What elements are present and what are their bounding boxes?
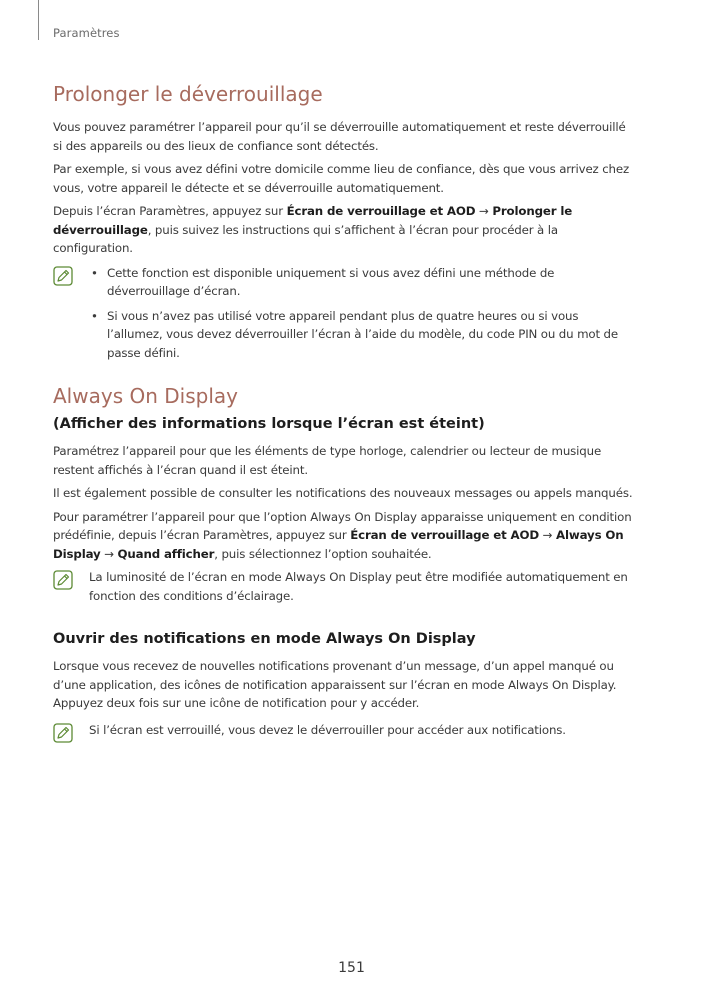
section-subtitle-aod: (Afficher des informations lorsque l’écran est éteint): [53, 416, 485, 432]
paragraph: [53, 508, 635, 564]
paragraph: Paramétrez l’appareil pour que les éléments de type horloge, calendrier ou lecteur de musique restent affichés à l’écran quand il est éteint.: [53, 444, 602, 477]
arrow-separator: →: [100, 546, 118, 561]
section-title-prolonger: Prolonger le déverrouillage: [53, 82, 323, 106]
menu-path-prolonger: Prolonger le déverrouillage: [53, 204, 573, 237]
note-block: [53, 264, 635, 363]
menu-path-lockscreen: Écran de verrouillage et AOD: [286, 204, 476, 218]
running-header: Paramètres: [53, 26, 120, 40]
note-list-item: • Cette fonction est disponible uniquement si vous avez défini une méthode de déverrouillage d’écran.: [89, 264, 635, 301]
paragraph: Par exemple, si vous avez défini votre domicile comme lieu de confiance, dès que vous arrivez chez vous, votre appareil le détecte et se déverrouille automatiquement.: [53, 162, 630, 195]
menu-path-lockscreen: Écran de verrouillage et AOD: [350, 528, 540, 542]
text-run: , puis sélectionnez l’option souhaitée.: [214, 546, 432, 561]
menu-path-aod: Always On Display: [53, 528, 624, 561]
paragraph: [53, 202, 635, 258]
menu-path-quand-afficher: Quand afficher: [117, 546, 215, 561]
margin-rule: [38, 0, 39, 40]
note-text: La luminosité de l’écran en mode Always On Display peut être modifiée automatiquement en fonction des conditions d’éclairage.: [89, 570, 628, 603]
arrow-separator: →: [539, 528, 556, 542]
section-title-aod: Always On Display: [53, 384, 238, 408]
note-block: [53, 721, 635, 740]
note-block: [53, 568, 635, 605]
text-run: , puis suivez les instructions qui s’affichent à l’écran pour procéder à la configuration.: [53, 222, 558, 255]
page-number: 151: [338, 960, 365, 976]
note-pencil-icon: [53, 266, 73, 286]
note-list-item: • Si vous n’avez pas utilisé votre appareil pendant plus de quatre heures ou si vous l’allumez, vous devez déverrouiller l’écran à l’aide du modèle, du code PIN ou du mot de passe défini.: [89, 307, 635, 363]
page-content: [53, 80, 635, 739]
arrow-separator: →: [475, 204, 493, 218]
paragraph: Lorsque vous recevez de nouvelles notifications provenant d’un message, d’un appel manqué ou d’une application, des icônes de notification apparaissent sur l’écran en mode Always On Display. Appuyez deux fois sur une icône de notification pour y accéder.: [53, 659, 617, 710]
note-pencil-icon: [53, 570, 73, 590]
paragraph: Vous pouvez paramétrer l’appareil pour qu’il se déverrouille automatiquement et reste déverrouillé si des appareils ou des lieux de confiance sont détectés.: [53, 120, 626, 153]
section-title-notifications: Ouvrir des notifications en mode Always On Display: [53, 631, 476, 647]
text-run: Depuis l’écran Paramètres, appuyez sur: [53, 204, 287, 218]
note-pencil-icon: [53, 723, 73, 743]
note-text: Si l’écran est verrouillé, vous devez le déverrouiller pour accéder aux notifications.: [89, 722, 566, 737]
paragraph: Il est également possible de consulter les notifications des nouveaux messages ou appels manqués.: [53, 486, 633, 500]
text-run: Pour paramétrer l’appareil pour que l’option Always On Display apparaisse uniquement en condition prédéfinie, depuis l’écran Paramètres, appuyez sur: [53, 509, 632, 542]
